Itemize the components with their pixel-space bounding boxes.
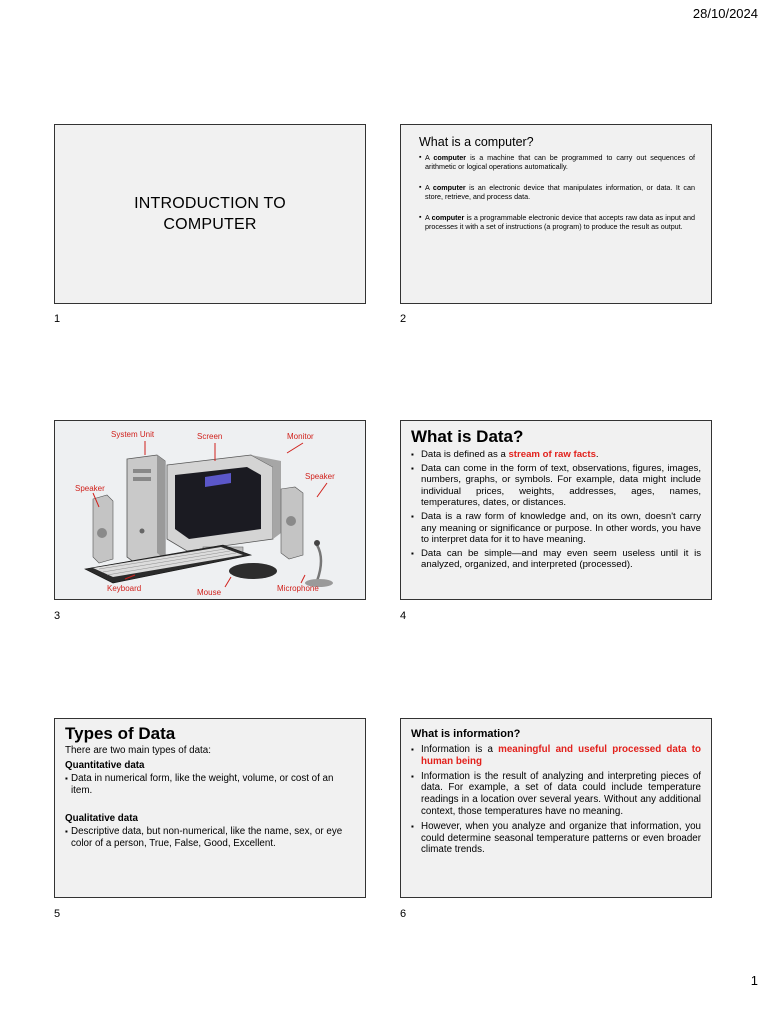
slide-2-bullets xyxy=(401,153,711,231)
slide-2-number: 2 xyxy=(400,313,407,325)
computer-illustration xyxy=(55,421,366,600)
list-item: ▪ A computer is a programmable electronic device that accepts raw data as input and processes it with a set of instructions (a program) to produce the result as output. xyxy=(419,213,695,231)
quantitative-text: ▪ Data in numerical form, like the weight, volume, or cost of an item. xyxy=(65,773,355,797)
list-item: ▪ Data can be simple—and may even seem useless until it is analyzed, organized, and interpreted (processed). xyxy=(411,548,701,571)
list-item: ▪ Information is the result of analyzing and interpreting pieces of data. For example, a set of data could include temperature readings in a location over several years. Without any additional context, those temperatures have no meaning. xyxy=(411,771,701,818)
label-microphone: Microphone xyxy=(277,584,319,593)
slide-5-number: 5 xyxy=(54,908,61,920)
list-item: ▪ A computer is a machine that can be programmed to carry out sequences of arithmetic or logical operations automatically. xyxy=(419,153,695,171)
list-item: ▪ Data is defined as a stream of raw facts. xyxy=(411,449,701,461)
slide-5 xyxy=(54,718,366,898)
slide-1 xyxy=(54,124,366,304)
slide-2-heading: What is a computer? xyxy=(419,135,534,149)
label-keyboard: Keyboard xyxy=(107,584,142,593)
page-number: 1 xyxy=(750,973,758,988)
drive-bay-shape xyxy=(133,469,151,473)
left-speaker-cone xyxy=(97,528,107,538)
slide-4-bullets xyxy=(401,449,711,571)
slide-4-number: 4 xyxy=(400,610,407,622)
slide-4 xyxy=(400,420,712,600)
list-item: ▪ Data is a raw form of knowledge and, on its own, doesn't carry any meaning or significance or purpose. In other words, you have to interpret data for it to have meaning. xyxy=(411,511,701,546)
list-item: ▪ Information is a meaningful and useful processed data to human being xyxy=(411,744,701,768)
qualitative-text: ▪ Descriptive data, but non-numerical, like the name, sex, or eye color of a person, True, False, Good, Excellent. xyxy=(65,826,355,850)
keyboard-keys xyxy=(93,547,243,577)
quantitative-heading: Quantitative data xyxy=(65,760,145,771)
slide-5-heading: Types of Data xyxy=(65,724,176,743)
slide-6-heading: What is information? xyxy=(411,728,521,740)
label-speaker-left: Speaker xyxy=(75,484,105,493)
document-date: 28/10/2024 xyxy=(692,6,758,21)
qualitative-heading: Qualitative data xyxy=(65,813,138,824)
slide-3-number: 3 xyxy=(54,610,61,622)
system-unit-side xyxy=(157,455,165,559)
power-button-shape xyxy=(140,529,145,534)
label-screen: Screen xyxy=(197,432,223,441)
label-system-unit: System Unit xyxy=(111,430,155,439)
microphone-head xyxy=(314,540,320,546)
label-mouse: Mouse xyxy=(197,588,222,597)
slide-6-bullets xyxy=(401,744,711,856)
slide-6 xyxy=(400,718,712,898)
slide-1-title: INTRODUCTION TO COMPUTER xyxy=(134,195,286,233)
drive-bay-shape xyxy=(133,477,151,481)
list-item: ▪ Data can come in the form of text, observations, figures, images, numbers, graphs, or symbols. For example, data might include individual prices, weights, addresses, ages, names, temperatures, dates, or distances. xyxy=(411,463,701,509)
slide-5-intro: There are two main types of data: xyxy=(65,745,211,756)
label-speaker-right: Speaker xyxy=(305,472,335,481)
right-speaker-cone xyxy=(286,516,296,526)
mouse-shape xyxy=(229,563,277,579)
label-monitor: Monitor xyxy=(287,432,314,441)
slide-3 xyxy=(54,420,366,600)
microphone-stand xyxy=(317,545,321,581)
slide-2 xyxy=(400,124,712,304)
list-item: ▪ A computer is an electronic device that manipulates information, or data. It can store, retrieve, and process data. xyxy=(419,183,695,201)
slide-6-number: 6 xyxy=(400,908,407,920)
list-item: ▪ However, when you analyze and organize that information, you could determine seasonal temperature patterns or even broader climate trends. xyxy=(411,821,701,856)
slide-1-number: 1 xyxy=(54,313,61,325)
slide-4-heading: What is Data? xyxy=(411,427,524,446)
